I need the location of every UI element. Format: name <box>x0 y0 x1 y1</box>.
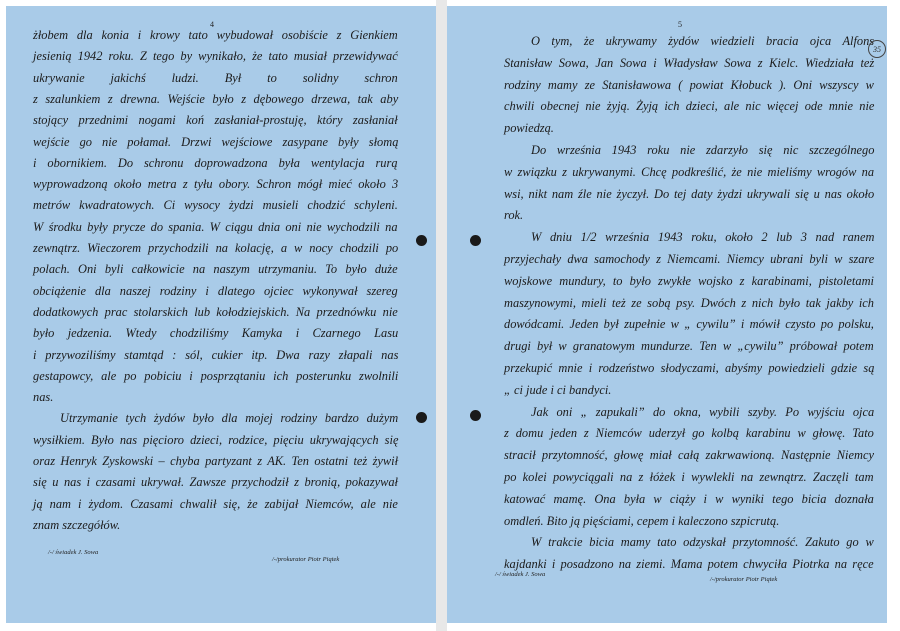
text-line: ją nam i żydom. Czasami chwalił się, że zabijał Niemców, ale nie <box>33 496 398 511</box>
text-line: znam szczegółów. <box>33 517 121 532</box>
text-line: z szalunkiem z drewna. Wejście było z dębowego drzewa, tak aby <box>33 91 399 106</box>
right-page <box>447 6 887 623</box>
text-line: dodatkowych prac stolarskich lub kołodziejskich. Na przednówku nie <box>33 304 398 319</box>
text-line: po kolei powyciągali na z łóżek i wywlekli na zewnątrz. Zaczęli tam <box>504 470 874 484</box>
text-line: polach. Oni byli całkowicie na naszym utrzymaniu. To było duże <box>33 262 398 277</box>
text-line: oraz Henryk Zyskowski – chyba partyzant z AK. Ten ostatni też żywił <box>33 454 399 468</box>
text-line: kajdanki i posadzono na ziemi. Mama potem chwyciła Piotrka na ręce <box>504 557 874 572</box>
text-line: wojskowe mundury, to było zwykłe wojsko z karabinami, pistoletami <box>504 273 874 288</box>
text-line: chwili obecnej nie żyją. Żyją ich dzieci, ale nic więcej ode mnie nie <box>504 99 875 114</box>
text-line: z domu jeden z Niemców uderzył go kolbą karabinu w głowę. Tato <box>504 426 874 441</box>
text-line: gestapowcy, ale po pobiciu i posprzątaniu ich posterunku zwolnili <box>33 368 399 383</box>
text-line: nas. <box>33 390 54 405</box>
page-stamp: 35 <box>868 40 886 58</box>
text-line: wysiłkiem. Było nas pięcioro dzieci, rodzice, pięciu ukrywających się <box>33 432 399 447</box>
text-line: W trakcie bicia mamy tato odzyskał przytomność. Zakuto go w <box>531 535 874 550</box>
page-number: 5 <box>678 20 682 29</box>
punch-hole <box>416 412 427 423</box>
text-line: omdleń. Bito ją pięściami, cepem i kaleczono szpicrutą. <box>504 513 780 528</box>
text-line: powiedzą. <box>504 121 554 136</box>
text-line: katować mamę. Ona była w ciąży i w wyniki tego bicia doznała <box>504 491 874 506</box>
text-line: obciążenie dla naszej rodziny i dlatego ojciec wykonywał szereg <box>33 283 398 298</box>
text-line: drugi był w granatowym mundurze. Ten w „cywilu” próbował potem <box>504 339 874 354</box>
text-line: przekupić mnie i rodzeństwo słodyczami, abyśmy powiedzieli gdzie są <box>504 361 875 375</box>
text-line: „ ci jude i ci bandyci. <box>504 382 612 397</box>
text-line: W dniu 1/2 września 1943 roku, około 2 lub 3 nad ranem <box>531 230 875 245</box>
text-line: rodziny mamy ze Stanisławowa ( powiat Kłobuck ). Oni wszyscy w <box>504 77 874 92</box>
text-line: stojący przednimi nogami koń zasłaniał-prostuję, który zasłaniał <box>33 113 398 128</box>
text-line: wejście go nie połamał. Drzwi wejściowe zasypane były słomą <box>33 134 399 149</box>
text-line: jesienią 1942 roku. Z tego by wynikało, że tato musiał przewidywać <box>33 49 398 64</box>
punch-hole <box>470 235 481 246</box>
text-line: i obornikiem. Do schronu doprowadzona była wentylacja rurą <box>33 155 398 170</box>
text-line: wsi, nikt nam źle nie życzył. Do tej daty żydzi ukrywali się u nas około <box>504 186 875 201</box>
punch-hole <box>470 410 481 421</box>
text-line: żłobem dla konia i krowy tato wybudował osobiście z Gienkiem <box>33 28 398 42</box>
book-gutter <box>436 0 447 631</box>
text-line: maszynowymi, mieli też ze sobą psy. Dwóch z nich było tak jakby ich <box>504 295 874 310</box>
prosecutor-signature: /-/prokurator Piotr Piątek <box>272 556 340 563</box>
text-line: Jak oni „ zapukali” do okna, wybili szyby. Po wyjściu ojca <box>531 404 875 419</box>
text-line: Do września 1943 roku nie zdarzyło się nic szczególnego <box>531 143 875 157</box>
text-line: było jedzenia. Wtedy chodziliśmy Kamyka i Czarnego Lasu <box>33 326 399 341</box>
text-line: O tym, że ukrywamy żydów wiedzieli bracia ojca Alfons <box>531 34 875 48</box>
text-line: stracił przytomność, głowę miał całą zakrwawioną. Następnie Niemcy <box>504 448 874 463</box>
page-number: 4 <box>210 20 214 29</box>
text-line: ukrywanie jakichś ludzi. Był to solidny schron <box>33 70 398 85</box>
text-line: i przywoziliśmy stamtąd : sól, cukier itp. Dwa razy złapali nas <box>33 347 399 362</box>
witness-signature: /-/ świadek J. Sowa <box>495 571 546 578</box>
text-line: Stanisław Sowa, Jan Sowa i Władysław Sowa z Kielc. Wiedziała też <box>504 55 875 70</box>
text-line: przyjechały dwa samochody z Niemcami. Niemcy ubrani byli w szare <box>504 252 875 266</box>
punch-hole <box>416 235 427 246</box>
text-line: w związku z ukrywanymi. Chcę podkreślić, że nie mieliśmy wrogów na <box>504 164 875 179</box>
left-page <box>6 6 436 623</box>
witness-signature: /-/ świadek J. Sowa <box>48 549 99 556</box>
text-line: się u nas i czasami ukrywał. Zawsze przychodził z bronią, pokazywał <box>33 475 398 490</box>
text-line: zewnątrz. Wieczorem przychodzili na kolację, a w nocy chodzili po <box>33 241 399 255</box>
text-line: W środku były prycze do spania. W ciągu dnia oni nie wychodzili na <box>33 219 398 234</box>
text-line: metrów kwadratowych. Ci wysocy żydzi musieli chodzić schyleni. <box>33 198 398 213</box>
prosecutor-signature: /-/prokurator Piotr Piątek <box>710 576 778 583</box>
text-line: dowódcami. Jeden był zupełnie w „ cywilu” i mówił czysto po polsku, <box>504 317 874 332</box>
text-line: Utrzymanie tych żydów było dla mojej rodziny bardzo dużym <box>60 411 399 426</box>
text-line: wyprowadzoną około metra z tyłu obory. Schron mógł mieć około 3 <box>33 177 399 192</box>
text-line: rok. <box>504 208 524 223</box>
